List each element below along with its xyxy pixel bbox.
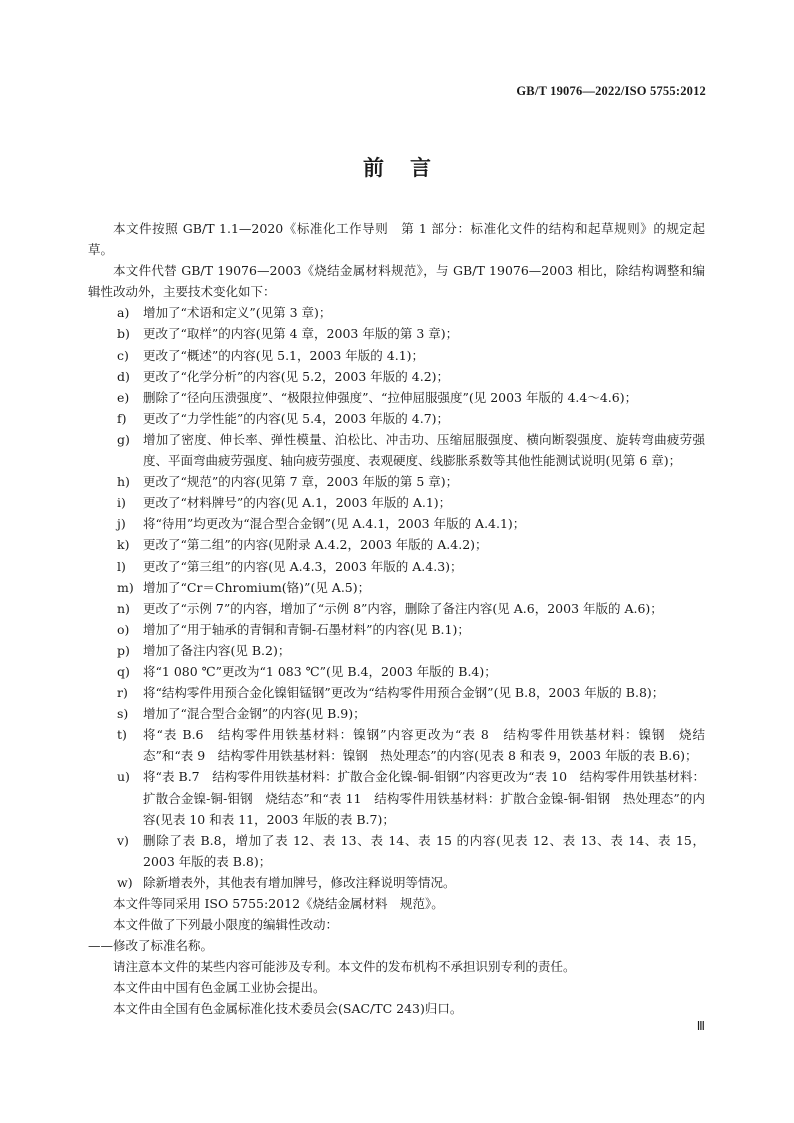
list-marker: i) [117, 495, 126, 511]
change-list-item [88, 577, 705, 598]
change-list-item [88, 830, 705, 872]
change-list-item [88, 302, 705, 323]
minimal-changes-intro: 本文件做了下列最小限度的编辑性改动： [113, 917, 339, 933]
list-item-text: 增加了“Cr＝Chromium(铬)”(见 A.5)； [143, 579, 371, 595]
list-item-text: 将“1 080 ℃”更改为“1 083 ℃”(见 B.4，2003 年版的 B.4)； [143, 663, 497, 679]
list-item-text: 将“表 B.7 结构零件用铁基材料：扩散合金化镍-铜-钼钢”内容更改为“表 10 结构零件用铁基材料：扩散合金镍-铜-钼钢 烧结态”和“表 11 结构零件用铁基材料：扩散合金镍-铜-钼钢 热处理态”的内容(见表 10 和表 11，2003 年版的表 B.7)； [143, 769, 705, 827]
list-marker: r) [117, 685, 128, 701]
proposed-by: 本文件由中国有色金属工业协会提出。 [113, 980, 326, 996]
list-item-text: 除新增表外，其他表有增加牌号，修改注释说明等情况。 [143, 874, 456, 890]
list-marker: o) [117, 621, 130, 637]
change-list-item [88, 513, 705, 534]
list-item-text: 更改了“材料牌号”的内容(见 A.1，2003 年版的 A.1)； [143, 495, 452, 511]
change-list-item [88, 598, 705, 619]
change-list-item [88, 534, 705, 555]
intro-paragraph: 本文件代替 GB/T 19076—2003《烧结金属材料规范》，与 GB/T 19076—2003 相比，除结构调整和编辑性改动外，主要技术变化如下： [88, 263, 705, 300]
change-list-item [88, 724, 705, 766]
list-marker: s) [117, 706, 129, 722]
list-marker: h) [117, 474, 130, 490]
list-marker: c) [117, 347, 129, 363]
list-marker: d) [117, 368, 130, 384]
list-marker: b) [117, 326, 130, 342]
list-marker: w) [117, 874, 133, 890]
page-number: Ⅲ [696, 1019, 705, 1033]
patent-notice: 请注意本文件的某些内容可能涉及专利。本文件的发布机构不承担识别专利的责任。 [113, 959, 576, 975]
change-list-item [88, 323, 705, 344]
change-list-item [88, 766, 705, 829]
intro-paragraph: 本文件按照 GB/T 1.1—2020《标准化工作导则 第 1 部分：标准化文件的结构和起草规则》的规定起草。 [88, 221, 705, 258]
list-item-text: 增加了“混合型合金钢”的内容(见 B.9)； [143, 706, 366, 722]
list-item-text: 增加了“用于轴承的青铜和青铜-石墨材料”的内容(见 B.1)； [143, 621, 470, 637]
list-item-text: 更改了“示例 7”的内容，增加了“示例 8”内容，删除了备注内容(见 A.6，2003 年版的 A.6)； [143, 600, 663, 616]
managed-by: 本文件由全国有色金属标准化技术委员会(SAC/TC 243)归口。 [113, 1001, 463, 1017]
list-item-text: 删除了“径向压溃强度”、“极限拉伸强度”、“拉伸屈服强度”(见 2003 年版的 4.4～4.6)； [143, 389, 638, 405]
iso-equivalence: 本文件等同采用 ISO 5755:2012《烧结金属材料 规范》。 [113, 896, 444, 911]
document-body [88, 218, 705, 1020]
change-list [88, 302, 705, 893]
list-item-text: 删除了表 B.8，增加了表 12、表 13、表 14、表 15 的内容(见表 12、表 13、表 14、表 15，2003 年版的表 B.8)； [143, 832, 705, 869]
list-marker: u) [117, 769, 130, 785]
change-list-item [88, 366, 705, 387]
list-item-text: 将“待用”均更改为“混合型合金钢”(见 A.4.1，2003 年版的 A.4.1)； [143, 516, 526, 532]
list-item-text: 增加了“术语和定义”(见第 3 章)； [143, 305, 332, 321]
list-item-text: 更改了“概述”的内容(见 5.1，2003 年版的 4.1)； [143, 347, 425, 363]
list-marker: e) [117, 389, 130, 405]
list-marker: a) [117, 305, 130, 321]
list-marker: l) [117, 558, 126, 574]
change-list-item [88, 619, 705, 640]
list-marker: t) [117, 727, 127, 743]
list-item-text: 更改了“化学分析”的内容(见 5.2，2003 年版的 4.2)； [143, 368, 450, 384]
change-list-item [88, 345, 705, 366]
list-item-text: 更改了“取样”的内容(见第 4 章，2003 年版的第 3 章)； [143, 326, 459, 342]
standard-code: GB/T 19076—2022/ISO 5755:2012 [516, 84, 706, 98]
change-list-item [88, 492, 705, 513]
change-list-item [88, 429, 705, 471]
list-item-text: 更改了“第二组”的内容(见附录 A.4.2，2003 年版的 A.4.2)； [143, 537, 488, 553]
change-list-item [88, 661, 705, 682]
list-item-text: 更改了“力学性能”的内容(见 5.4，2003 年版的 4.7)； [143, 410, 450, 426]
list-marker: v) [117, 832, 129, 848]
list-marker: j) [117, 516, 126, 532]
list-item-text: 更改了“第三组”的内容(见 A.4.3，2003 年版的 A.4.3)； [143, 558, 463, 574]
list-marker: p) [117, 642, 130, 658]
list-item-text: 将“结构零件用预合金化镍钼锰钢”更改为“结构零件用预合金钢”(见 B.8，2003 年版的 B.8)； [143, 685, 665, 701]
list-item-text: 增加了备注内容(见 B.2)； [143, 642, 291, 658]
change-list-item [88, 640, 705, 661]
list-item-text: 将“表 B.6 结构零件用铁基材料：镍钢”内容更改为“表 8 结构零件用铁基材料：镍钢 烧结态”和“表 9 结构零件用铁基材料：镍钢 热处理态”的内容(见表 8 和表 9，2003 年版的表 B.6)； [143, 727, 705, 764]
change-list-item [88, 682, 705, 703]
list-marker: q) [117, 663, 130, 679]
list-item-text: 更改了“规范”的内容(见第 7 章，2003 年版的第 5 章)； [143, 474, 459, 490]
change-list-item [88, 703, 705, 724]
change-list-item [88, 387, 705, 408]
change-list-item [88, 471, 705, 492]
list-marker: g) [117, 431, 130, 447]
list-marker: n) [117, 600, 130, 616]
change-list-item [88, 872, 705, 893]
change-list-item [88, 408, 705, 429]
list-item-text: 增加了密度、伸长率、弹性模量、泊松比、冲击功、压缩屈服强度、横向断裂强度、旋转弯曲疲劳强度、平面弯曲疲劳强度、轴向疲劳强度、表观硬度、线膨胀系数等其他性能测试说明(见第 6 章)； [143, 431, 705, 469]
list-marker: k) [117, 537, 130, 553]
list-marker: m) [117, 579, 134, 595]
page-title: 前言 [363, 156, 457, 180]
list-marker: f) [117, 410, 127, 426]
change-item: ——修改了标准名称。 [88, 938, 214, 954]
change-list-item [88, 556, 705, 577]
